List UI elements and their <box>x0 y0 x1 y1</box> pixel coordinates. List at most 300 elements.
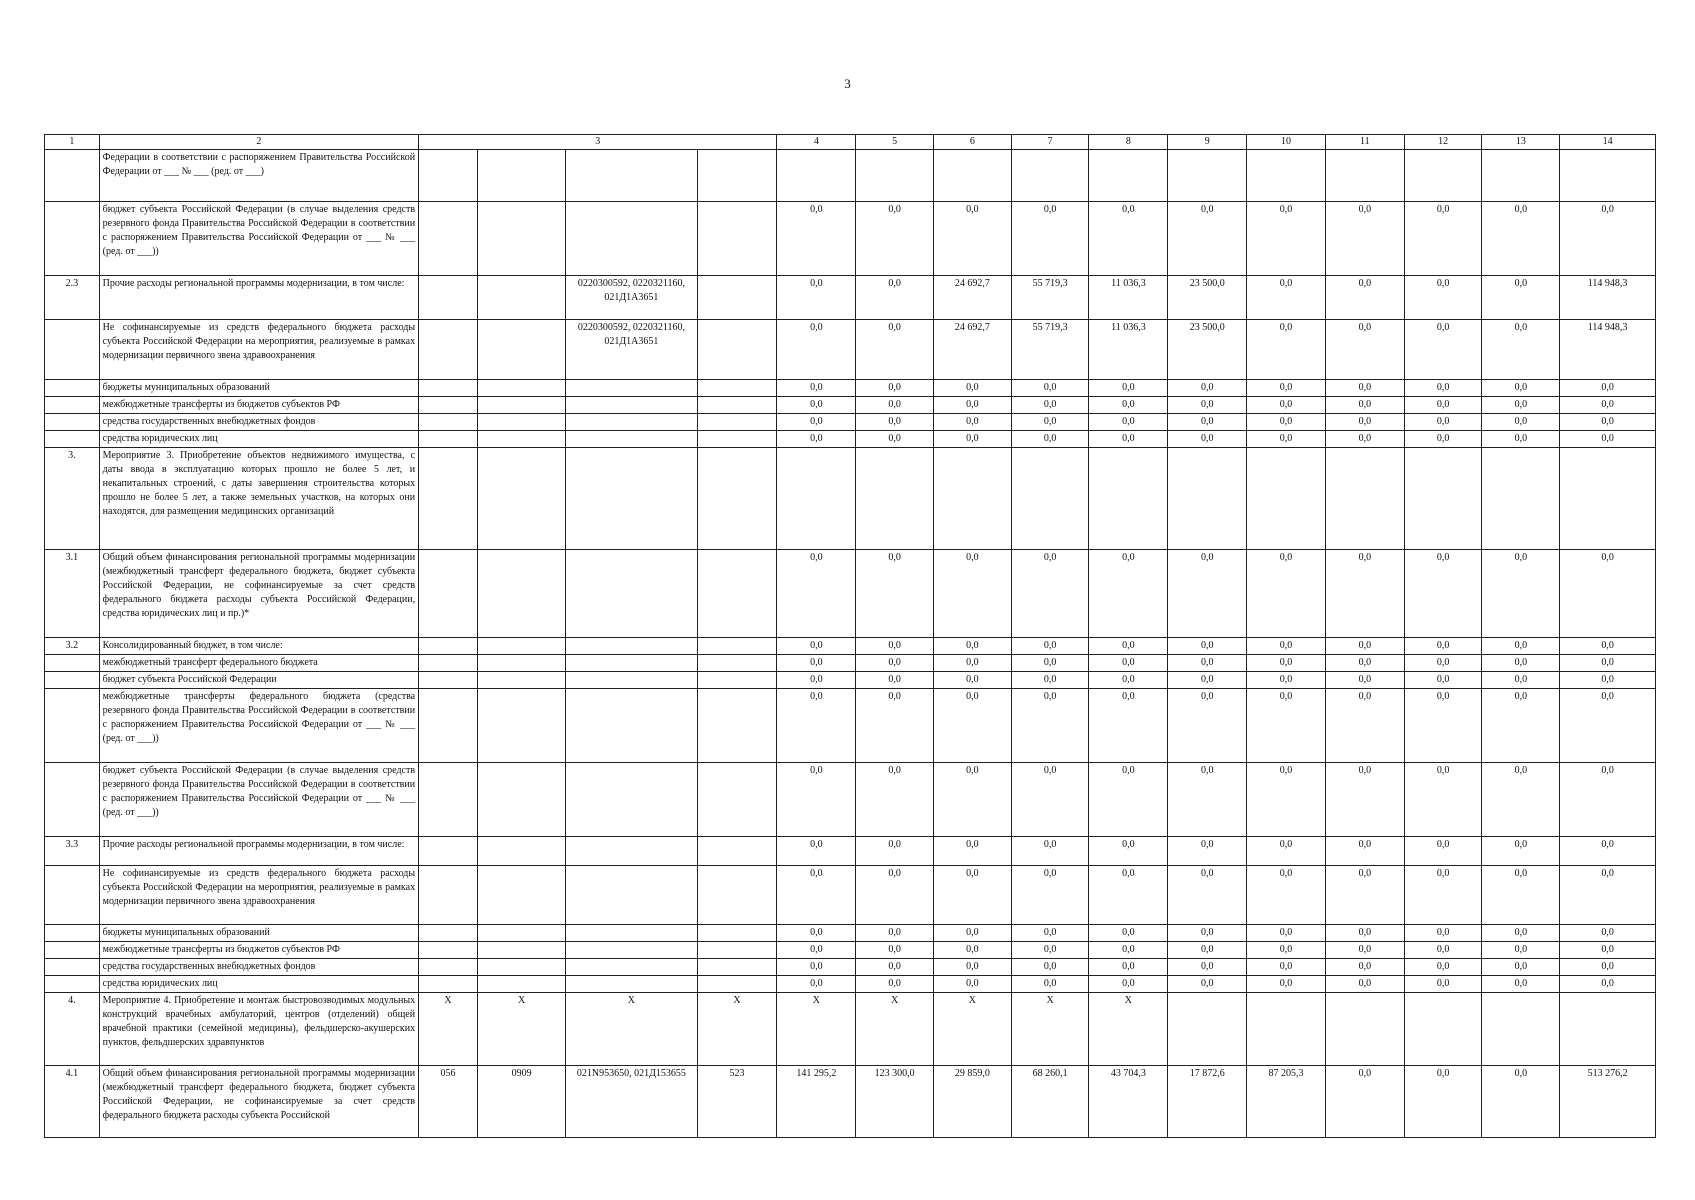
row-value: 0,0 <box>1404 414 1482 431</box>
row-value: 0,0 <box>777 397 856 414</box>
row-code-4 <box>697 150 777 202</box>
row-value: 0,0 <box>1247 320 1326 380</box>
row-value: 0,0 <box>1404 689 1482 763</box>
row-value <box>1560 993 1656 1066</box>
row-code-2 <box>477 448 565 550</box>
row-value: 0,0 <box>1404 276 1482 320</box>
row-code-1 <box>419 942 478 959</box>
row-description: бюджеты муниципальных образований <box>99 380 418 397</box>
row-value: 0,0 <box>856 202 934 276</box>
row-code-2: 0909 <box>477 1066 565 1138</box>
row-code-1 <box>419 689 478 763</box>
row-value: 0,0 <box>1247 550 1326 638</box>
row-value: 0,0 <box>1247 276 1326 320</box>
row-code-4 <box>697 276 777 320</box>
row-value: 0,0 <box>856 837 934 866</box>
row-description: Мероприятие 3. Приобретение объектов недвижимого имущества, с даты ввода в эксплуатацию которых прошло не более 5 лет, и некапитальных строений, с даты завершения строительства которых прошло не более 5 лет, а также земельных участков, на которых они находятся, для размещения медицинских организаций <box>99 448 418 550</box>
row-code-2 <box>477 638 565 655</box>
row-number: 4.1 <box>45 1066 100 1138</box>
table-row <box>45 550 1656 638</box>
row-code-3 <box>566 380 697 397</box>
row-code-1 <box>419 431 478 448</box>
row-code-3 <box>566 448 697 550</box>
row-number <box>45 431 100 448</box>
row-code-2: X <box>477 993 565 1066</box>
row-value: X <box>933 993 1011 1066</box>
row-code-4 <box>697 866 777 925</box>
row-value: 114 948,3 <box>1560 320 1656 380</box>
row-value: 0,0 <box>1247 925 1326 942</box>
row-value: 0,0 <box>1482 1066 1560 1138</box>
row-code-2 <box>477 414 565 431</box>
table-row <box>45 866 1656 925</box>
row-number <box>45 380 100 397</box>
row-value: 0,0 <box>856 276 934 320</box>
row-value: 0,0 <box>933 976 1011 993</box>
row-code-3: 021N953650, 021Д153655 <box>566 1066 697 1138</box>
row-value: 0,0 <box>856 672 934 689</box>
row-value: 0,0 <box>1011 959 1089 976</box>
row-description: средства юридических лиц <box>99 976 418 993</box>
row-description: Общий объем финансирования региональной программы модернизации (межбюджетный трансферт федерального бюджета, бюджет субъекта Российской Федерации, не софинансируемые за счет средств федерального бюджета расходы субъекта Российской Федерации, средства юридических лиц и пр.)* <box>99 550 418 638</box>
row-value: 0,0 <box>1168 380 1247 397</box>
row-value: 0,0 <box>1325 925 1404 942</box>
row-value: 0,0 <box>1247 431 1326 448</box>
row-code-2 <box>477 276 565 320</box>
row-value: 0,0 <box>1247 638 1326 655</box>
row-code-2 <box>477 655 565 672</box>
row-value: 0,0 <box>1011 414 1089 431</box>
row-value: 0,0 <box>1325 638 1404 655</box>
row-value <box>1168 993 1247 1066</box>
row-value: 0,0 <box>856 380 934 397</box>
table-row <box>45 202 1656 276</box>
row-value <box>1560 150 1656 202</box>
row-description: межбюджетный трансферт федерального бюджета <box>99 655 418 672</box>
row-value: 0,0 <box>1089 202 1168 276</box>
row-code-2 <box>477 763 565 837</box>
table-row <box>45 672 1656 689</box>
row-code-4 <box>697 655 777 672</box>
row-value: 0,0 <box>1404 397 1482 414</box>
table-row <box>45 959 1656 976</box>
row-value: 0,0 <box>1325 1066 1404 1138</box>
row-value: 0,0 <box>856 976 934 993</box>
row-code-4 <box>697 689 777 763</box>
row-value: 0,0 <box>1247 397 1326 414</box>
row-code-2 <box>477 959 565 976</box>
row-value: 0,0 <box>856 414 934 431</box>
row-code-3 <box>566 150 697 202</box>
column-number: 13 <box>1482 135 1560 150</box>
row-value: 0,0 <box>1560 431 1656 448</box>
row-value: 0,0 <box>1089 550 1168 638</box>
row-code-3 <box>566 942 697 959</box>
row-code-1 <box>419 550 478 638</box>
row-value: 0,0 <box>1168 866 1247 925</box>
column-number-row <box>45 135 1656 150</box>
row-code-1 <box>419 638 478 655</box>
row-code-3: 0220300592, 0220321160, 021Д1А3651 <box>566 276 697 320</box>
row-value <box>1325 448 1404 550</box>
row-value: 0,0 <box>933 959 1011 976</box>
row-description: бюджет субъекта Российской Федерации <box>99 672 418 689</box>
row-value: 11 036,3 <box>1089 276 1168 320</box>
row-value: 0,0 <box>777 550 856 638</box>
row-value: 0,0 <box>1560 942 1656 959</box>
row-code-4 <box>697 320 777 380</box>
row-value: 0,0 <box>1089 942 1168 959</box>
row-code-3 <box>566 976 697 993</box>
row-value: 0,0 <box>1168 202 1247 276</box>
row-value: 0,0 <box>1247 414 1326 431</box>
row-description: Прочие расходы региональной программы модернизации, в том числе: <box>99 276 418 320</box>
column-number: 8 <box>1089 135 1168 150</box>
row-value: 0,0 <box>1089 959 1168 976</box>
row-code-3 <box>566 638 697 655</box>
row-value: 0,0 <box>1089 380 1168 397</box>
row-value: 0,0 <box>1168 672 1247 689</box>
row-value: 0,0 <box>1011 866 1089 925</box>
row-number: 3.3 <box>45 837 100 866</box>
row-value: 0,0 <box>1404 380 1482 397</box>
row-code-3 <box>566 655 697 672</box>
row-description: Прочие расходы региональной программы модернизации, в том числе: <box>99 837 418 866</box>
row-value: 141 295,2 <box>777 1066 856 1138</box>
table-row <box>45 397 1656 414</box>
row-value <box>1168 448 1247 550</box>
row-value: 0,0 <box>1011 763 1089 837</box>
row-value: 0,0 <box>1482 672 1560 689</box>
row-value: 0,0 <box>933 672 1011 689</box>
table-row <box>45 689 1656 763</box>
row-value: 0,0 <box>1247 942 1326 959</box>
row-code-3: 0220300592, 0220321160, 021Д1А3651 <box>566 320 697 380</box>
row-code-4 <box>697 414 777 431</box>
row-value: 0,0 <box>1404 925 1482 942</box>
row-value: 0,0 <box>1482 380 1560 397</box>
row-code-4 <box>697 925 777 942</box>
row-value: 0,0 <box>1089 431 1168 448</box>
column-number: 2 <box>99 135 418 150</box>
row-code-4 <box>697 380 777 397</box>
row-value: 0,0 <box>777 638 856 655</box>
row-code-3 <box>566 397 697 414</box>
row-value: 0,0 <box>1325 837 1404 866</box>
row-value: 0,0 <box>1168 976 1247 993</box>
row-value: 0,0 <box>1404 942 1482 959</box>
row-value: 0,0 <box>777 414 856 431</box>
row-number: 3. <box>45 448 100 550</box>
row-code-4 <box>697 763 777 837</box>
row-value: 0,0 <box>777 959 856 976</box>
row-value: 0,0 <box>933 414 1011 431</box>
row-value <box>1089 150 1168 202</box>
column-number: 5 <box>856 135 934 150</box>
column-number: 14 <box>1560 135 1656 150</box>
row-value: 0,0 <box>777 320 856 380</box>
row-value: 0,0 <box>1011 202 1089 276</box>
row-value <box>933 150 1011 202</box>
row-number: 4. <box>45 993 100 1066</box>
row-value: 0,0 <box>1089 397 1168 414</box>
row-value: 0,0 <box>1325 380 1404 397</box>
row-value: 0,0 <box>1325 397 1404 414</box>
row-value: 0,0 <box>1168 837 1247 866</box>
row-number <box>45 866 100 925</box>
row-code-1 <box>419 655 478 672</box>
row-description: средства юридических лиц <box>99 431 418 448</box>
row-code-2 <box>477 942 565 959</box>
row-description: межбюджетные трансферты федерального бюджета (средства резервного фонда Правительства Российской Федерации в соответствии с распоряжением Правительства Российской Федерации от ___ № ___ (ред. от ___)) <box>99 689 418 763</box>
row-value: 0,0 <box>1011 976 1089 993</box>
budget-table <box>44 134 1656 1138</box>
row-value: 0,0 <box>1168 925 1247 942</box>
row-value: 0,0 <box>1404 638 1482 655</box>
row-value: 0,0 <box>1482 976 1560 993</box>
row-description: бюджет субъекта Российской Федерации (в случае выделения средств резервного фонда Правительства Российской Федерации в соответствии с распоряжением Правительства Российской Федерации от ___ № ___ (ред. от ___)) <box>99 763 418 837</box>
row-value: 0,0 <box>1247 672 1326 689</box>
row-value: 0,0 <box>1011 397 1089 414</box>
row-code-4 <box>697 837 777 866</box>
row-value: 0,0 <box>1482 866 1560 925</box>
row-code-3 <box>566 689 697 763</box>
row-value <box>1404 150 1482 202</box>
row-code-1 <box>419 976 478 993</box>
row-value: 0,0 <box>777 276 856 320</box>
row-value: 0,0 <box>1404 837 1482 866</box>
row-value: 68 260,1 <box>1011 1066 1089 1138</box>
row-description: средства государственных внебюджетных фондов <box>99 414 418 431</box>
row-code-1 <box>419 150 478 202</box>
row-code-2 <box>477 431 565 448</box>
row-code-4 <box>697 638 777 655</box>
row-value: 0,0 <box>1325 976 1404 993</box>
row-value: 0,0 <box>856 689 934 763</box>
row-value: 0,0 <box>856 866 934 925</box>
row-value: 0,0 <box>1560 672 1656 689</box>
row-value: 0,0 <box>1560 202 1656 276</box>
row-value: 0,0 <box>1325 942 1404 959</box>
row-value: 0,0 <box>1325 655 1404 672</box>
row-number <box>45 942 100 959</box>
row-value: 0,0 <box>1247 689 1326 763</box>
row-value: 0,0 <box>1560 959 1656 976</box>
row-value: 0,0 <box>1168 414 1247 431</box>
row-value: 0,0 <box>1089 414 1168 431</box>
row-description: Консолидированный бюджет, в том числе: <box>99 638 418 655</box>
row-code-2 <box>477 320 565 380</box>
row-value: 0,0 <box>1089 655 1168 672</box>
row-value: 0,0 <box>1560 638 1656 655</box>
row-code-4 <box>697 397 777 414</box>
row-value: 55 719,3 <box>1011 320 1089 380</box>
row-code-4 <box>697 672 777 689</box>
row-value: 0,0 <box>856 925 934 942</box>
column-number: 1 <box>45 135 100 150</box>
row-number <box>45 689 100 763</box>
row-value: X <box>1089 993 1168 1066</box>
row-value: 0,0 <box>856 655 934 672</box>
row-code-1 <box>419 202 478 276</box>
row-value: 0,0 <box>933 866 1011 925</box>
row-value <box>1247 150 1326 202</box>
table-row <box>45 414 1656 431</box>
row-value: 0,0 <box>933 925 1011 942</box>
row-value: 23 500,0 <box>1168 276 1247 320</box>
row-code-1: X <box>419 993 478 1066</box>
row-description: Федерации в соответствии с распоряжением Правительства Российской Федерации от ___ № ___ (ред. от ___) <box>99 150 418 202</box>
row-value: 0,0 <box>777 689 856 763</box>
row-value: 0,0 <box>1482 689 1560 763</box>
row-description: Не софинансируемые из средств федерального бюджета расходы субъекта Российской Федерации на мероприятия, реализуемые в рамках модернизации первичного звена здравоохранения <box>99 320 418 380</box>
row-value: 0,0 <box>1168 942 1247 959</box>
row-value: 0,0 <box>1482 431 1560 448</box>
row-value: 0,0 <box>1560 550 1656 638</box>
row-value: 0,0 <box>1011 638 1089 655</box>
row-number <box>45 150 100 202</box>
table-row <box>45 1066 1656 1138</box>
row-value: 0,0 <box>1089 672 1168 689</box>
row-value: 0,0 <box>1089 837 1168 866</box>
row-value: 0,0 <box>933 763 1011 837</box>
row-value: 0,0 <box>1011 672 1089 689</box>
row-value: 0,0 <box>1247 202 1326 276</box>
table-row <box>45 276 1656 320</box>
row-value: 0,0 <box>1560 763 1656 837</box>
table-row <box>45 448 1656 550</box>
row-value: 0,0 <box>856 550 934 638</box>
row-value: 0,0 <box>777 837 856 866</box>
row-number <box>45 672 100 689</box>
row-value: 23 500,0 <box>1168 320 1247 380</box>
row-value: 0,0 <box>1482 414 1560 431</box>
row-value: 0,0 <box>1404 655 1482 672</box>
row-code-2 <box>477 202 565 276</box>
row-value: 0,0 <box>933 380 1011 397</box>
table-row <box>45 655 1656 672</box>
row-value: 0,0 <box>1247 763 1326 837</box>
row-code-2 <box>477 866 565 925</box>
row-description: бюджет субъекта Российской Федерации (в случае выделения средств резервного фонда Правительства Российской Федерации в соответствии с распоряжением Правительства Российской Федерации от ___ № ___ (ред. от ___)) <box>99 202 418 276</box>
row-code-3 <box>566 959 697 976</box>
row-value: 0,0 <box>1482 837 1560 866</box>
row-value <box>1404 993 1482 1066</box>
row-value: 0,0 <box>1482 942 1560 959</box>
row-value: 0,0 <box>1560 866 1656 925</box>
row-value: 0,0 <box>933 202 1011 276</box>
row-code-3 <box>566 925 697 942</box>
row-value: 24 692,7 <box>933 320 1011 380</box>
row-code-1 <box>419 866 478 925</box>
row-value: 0,0 <box>1168 638 1247 655</box>
row-value <box>1247 993 1326 1066</box>
row-description: Общий объем финансирования региональной программы модернизации (межбюджетный трансферт федерального бюджета, бюджет субъекта Российской Федерации, не софинансируемые за счет средств федерального бюджета расходы субъекта Российской <box>99 1066 418 1138</box>
column-number: 7 <box>1011 135 1089 150</box>
row-code-2 <box>477 550 565 638</box>
row-value: 0,0 <box>777 672 856 689</box>
row-value: 24 692,7 <box>933 276 1011 320</box>
row-value <box>856 448 934 550</box>
row-value: 0,0 <box>856 959 934 976</box>
row-value: 0,0 <box>1404 1066 1482 1138</box>
row-code-3 <box>566 414 697 431</box>
row-value: 0,0 <box>1168 655 1247 672</box>
row-number: 3.2 <box>45 638 100 655</box>
column-number: 4 <box>777 135 856 150</box>
row-value: 0,0 <box>856 397 934 414</box>
row-value <box>777 150 856 202</box>
row-code-2 <box>477 976 565 993</box>
row-value: 0,0 <box>1247 837 1326 866</box>
row-value: 87 205,3 <box>1247 1066 1326 1138</box>
row-description: бюджеты муниципальных образований <box>99 925 418 942</box>
row-value <box>1404 448 1482 550</box>
row-number <box>45 397 100 414</box>
row-number <box>45 925 100 942</box>
row-code-3 <box>566 550 697 638</box>
row-value <box>1011 448 1089 550</box>
row-code-2 <box>477 672 565 689</box>
row-value: 0,0 <box>856 638 934 655</box>
row-code-1 <box>419 763 478 837</box>
column-number: 3 <box>419 135 777 150</box>
table-row <box>45 976 1656 993</box>
row-value: X <box>777 993 856 1066</box>
row-value: 0,0 <box>1168 763 1247 837</box>
row-value: 0,0 <box>1247 959 1326 976</box>
row-value: 0,0 <box>1247 655 1326 672</box>
row-description: средства государственных внебюджетных фондов <box>99 959 418 976</box>
row-code-4 <box>697 942 777 959</box>
row-value: 114 948,3 <box>1560 276 1656 320</box>
row-value: 43 704,3 <box>1089 1066 1168 1138</box>
row-value: 0,0 <box>1011 925 1089 942</box>
row-value: 0,0 <box>1560 414 1656 431</box>
row-value: 0,0 <box>1247 380 1326 397</box>
row-code-1 <box>419 959 478 976</box>
row-value: 0,0 <box>1089 925 1168 942</box>
row-description: межбюджетные трансферты из бюджетов субъектов РФ <box>99 397 418 414</box>
row-value: 0,0 <box>1325 431 1404 448</box>
row-code-1 <box>419 672 478 689</box>
row-value: 0,0 <box>1482 655 1560 672</box>
row-value: 0,0 <box>1325 959 1404 976</box>
row-value: 0,0 <box>1011 837 1089 866</box>
row-value <box>777 448 856 550</box>
row-code-3: X <box>566 993 697 1066</box>
row-value: 0,0 <box>1089 976 1168 993</box>
row-value: 0,0 <box>1168 689 1247 763</box>
table-row <box>45 431 1656 448</box>
row-value: 0,0 <box>1404 550 1482 638</box>
row-value: 0,0 <box>1482 276 1560 320</box>
row-value: 0,0 <box>1325 320 1404 380</box>
row-value: 0,0 <box>1168 397 1247 414</box>
row-description: Не софинансируемые из средств федерального бюджета расходы субъекта Российской Федерации на мероприятия, реализуемые в рамках модернизации первичного звена здравоохранения <box>99 866 418 925</box>
row-value: 0,0 <box>777 655 856 672</box>
row-value: 0,0 <box>1482 320 1560 380</box>
row-code-2 <box>477 689 565 763</box>
row-value: 0,0 <box>933 638 1011 655</box>
row-code-1 <box>419 837 478 866</box>
row-value: 0,0 <box>1482 397 1560 414</box>
row-value: 0,0 <box>1011 655 1089 672</box>
row-value <box>1560 448 1656 550</box>
row-value <box>1325 150 1404 202</box>
column-number: 12 <box>1404 135 1482 150</box>
row-value: 0,0 <box>777 942 856 959</box>
